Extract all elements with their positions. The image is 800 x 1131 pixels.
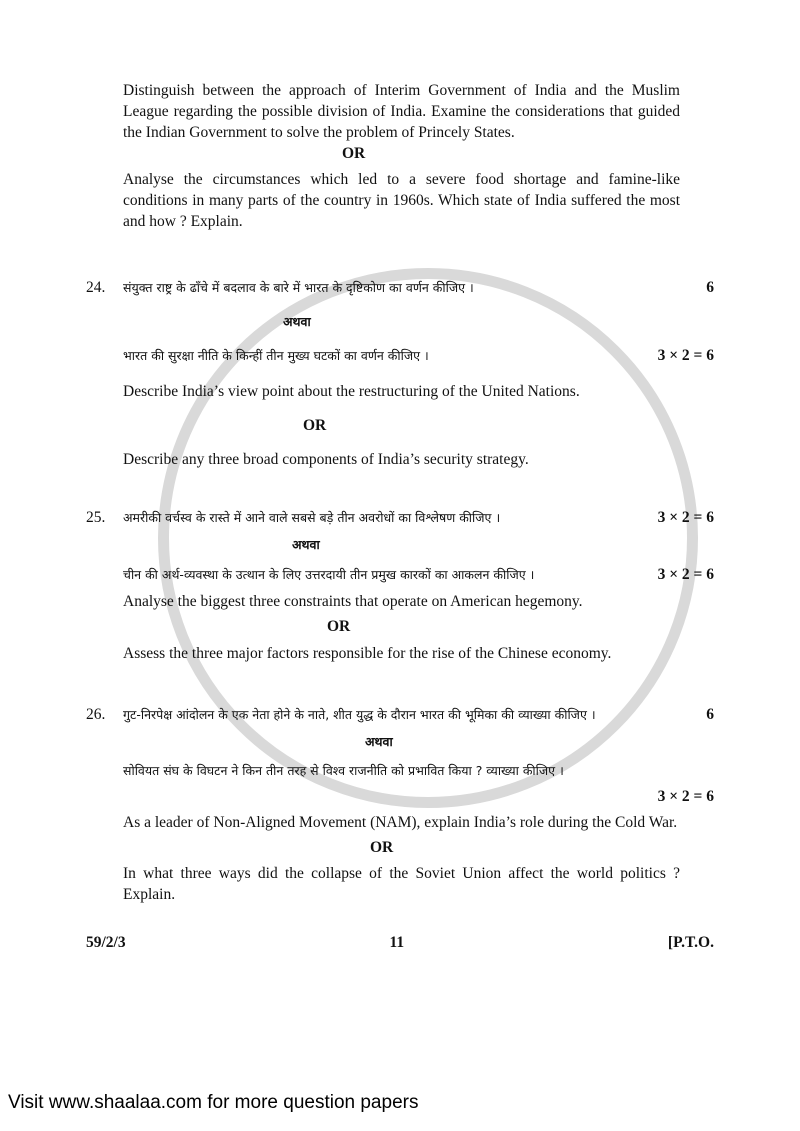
q23-text: Distinguish between the approach of Interim Government of India and the Muslim League regarding the possible division of India. Examine the considerations that guided the Indian Government to solve the problem of Princely States. bbox=[123, 82, 680, 141]
q25-hindi: अमरीकी वर्चस्व के रास्ते में आने वाले सबसे बड़े तीन अवरोधों का विश्लेषण कीजिए । bbox=[123, 510, 501, 525]
q26-row bbox=[86, 704, 714, 725]
q26-hindi-alt: सोवियत संघ के विघटन ने किन तीन तरह से विश्व राजनीति को प्रभावित किया ? व्याख्या कीजिए । bbox=[123, 763, 564, 778]
q26-english: As a leader of Non-Aligned Movement (NAM), explain India’s role during the Cold War. bbox=[123, 814, 678, 831]
q24-hindi-alt: भारत की सुरक्षा नीति के किन्हीं तीन मुख्य घटकों का वर्णन कीजिए । bbox=[123, 348, 429, 363]
q24-row bbox=[86, 277, 714, 298]
pto-label: [P.T.O. bbox=[667, 934, 714, 951]
q24-marks: 6 bbox=[706, 279, 714, 296]
q25-alt-row bbox=[86, 564, 714, 585]
q25-or: OR bbox=[327, 618, 351, 635]
q24-english-alt: Describe any three broad components of India’s security strategy. bbox=[123, 451, 529, 468]
q26-or: OR bbox=[370, 839, 394, 856]
shaalaa-link[interactable]: Visit www.shaalaa.com for more question papers bbox=[8, 1092, 419, 1113]
paper-code: 59/2/3 bbox=[86, 934, 126, 951]
q25-hindi-alt: चीन की अर्थ-व्यवस्था के उत्थान के लिए उत्तरदायी तीन प्रमुख कारकों का आकलन कीजिए । bbox=[123, 567, 535, 582]
q24-english: Describe India’s view point about the restructuring of the United Nations. bbox=[123, 383, 580, 400]
q26-marks: 6 bbox=[706, 706, 714, 723]
q24-alt-row bbox=[86, 345, 714, 366]
q25-english: Analyse the biggest three constraints that operate on American hegemony. bbox=[123, 593, 583, 610]
q24-hindi: संयुक्त राष्ट्र के ढाँचे में बदलाव के बारे में भारत के दृष्टिकोण का वर्णन कीजिए । bbox=[123, 280, 474, 295]
q24-marks-alt: 3 × 2 = 6 bbox=[657, 347, 714, 364]
q25-marks: 3 × 2 = 6 bbox=[657, 509, 714, 526]
q24-number: 24. bbox=[86, 279, 106, 296]
q26-athva: अथवा bbox=[365, 734, 393, 749]
q23-or: OR bbox=[342, 145, 366, 162]
q25-english-alt: Assess the three major factors responsible for the rise of the Chinese economy. bbox=[123, 645, 612, 662]
q26-english-alt: In what three ways did the collapse of the Soviet Union affect the world politics ? Explain. bbox=[123, 865, 680, 903]
q24-or: OR bbox=[303, 417, 327, 434]
q25-athva: अथवा bbox=[292, 537, 320, 552]
q25-marks-alt: 3 × 2 = 6 bbox=[657, 566, 714, 583]
q26-number: 26. bbox=[86, 706, 106, 723]
q26-hindi: गुट-निरपेक्ष आंदोलन के एक नेता होने के नाते, शीत युद्ध के दौरान भारत की भूमिका की व्याख्या कीजिए । bbox=[123, 707, 596, 722]
page-number: 11 bbox=[389, 934, 405, 951]
page-content bbox=[86, 80, 714, 953]
q25-row bbox=[86, 507, 714, 528]
q25-number: 25. bbox=[86, 509, 106, 526]
q26-marks-alt: 3 × 2 = 6 bbox=[657, 788, 714, 805]
q24-athva: अथवा bbox=[283, 314, 311, 329]
q23-alt: Analyse the circumstances which led to a severe food shortage and famine-like conditions in many parts of the country in 1960s. Which state of India suffered the most and how ? Explain. bbox=[123, 171, 680, 230]
page-footer bbox=[86, 932, 714, 953]
